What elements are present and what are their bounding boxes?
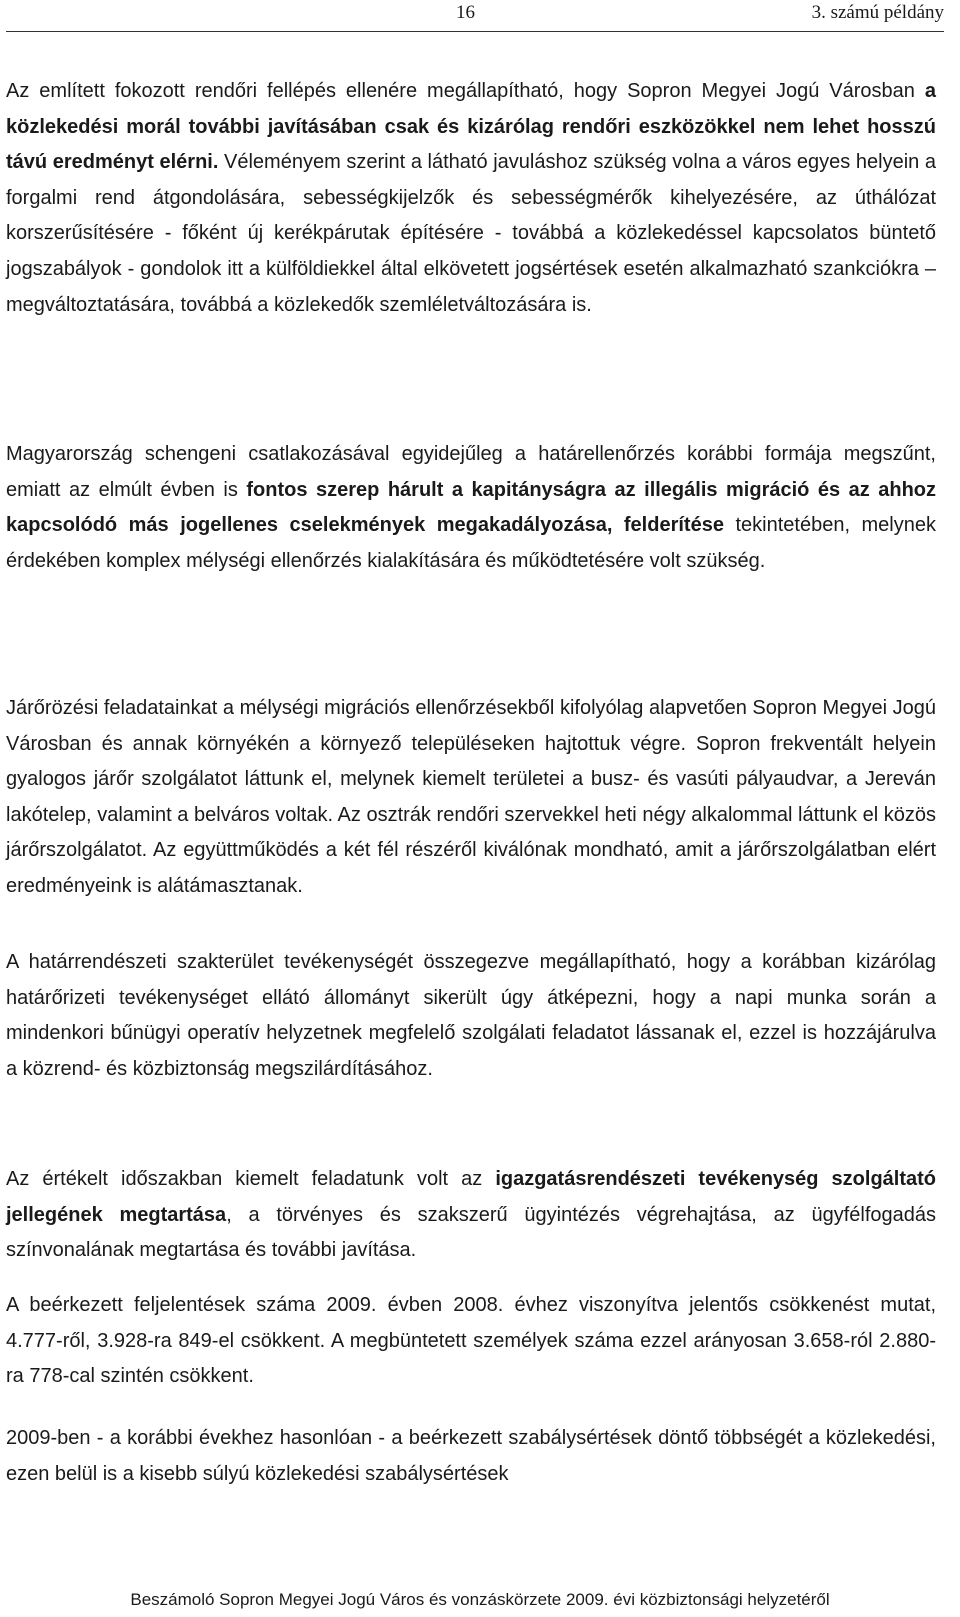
text-run: Magyarország schengeni csatlakozásával egyidejűleg a határellenőrzés korábbi formája megszűnt, emiatt az elmúlt évben is	[6, 443, 936, 501]
paragraph-7	[6, 1421, 936, 1492]
paragraph-1	[6, 74, 936, 323]
text-run: Az értékelt időszakban kiemelt feladatunk volt az	[6, 1168, 496, 1190]
text-run: Véleményem szerint a látható javuláshoz szükség volna a város egyes helyein a forgalmi rend átgondolására, sebességkijelzők és sebességmérők kihelyezésére, az úthálózat korszerűsítésére - főként új kerékpárutak építésére - továbbá a közlekedéssel kapcsolatos büntető jogszabályok - gondolok itt a külföldiekkel által elkövetett jogsértések esetén alkalmazható szankciókra – megváltoztatására, továbbá a közlekedők szemléletváltozására is.	[6, 151, 937, 316]
paragraph-2	[6, 437, 936, 579]
text-run: A határrendészeti szakterület tevékenységét összegezve megállapítható, hogy a korábban kizárólag határőrizeti tevékenységet ellátó állományt sikerült úgy átképezni, hogy a napi munka során a mindenkori bűnügyi operatív helyzetnek megfelelő szolgálati feladatot lássanak el, ezzel is hozzájárulva a közrend- és közbiztonság megszilárdításához.	[6, 951, 936, 1080]
text-run: A beérkezett feljelentések száma 2009. évben 2008. évhez viszonyítva jelentős csökkenést mutat, 4.777-ről, 3.928-ra 849-el csökkent. A megbüntetett személyek száma ezzel arányosan 3.658-ról 2.880-ra 778-cal szintén csökkent.	[6, 1294, 936, 1388]
bold-text: a közlekedési morál további javításában csak és kizárólag rendőri eszközökkel nem lehet hosszú távú eredményt elérni.	[6, 80, 936, 174]
text-run: 2009-ben - a korábbi évekhez hasonlóan - a beérkezett szabálysértések döntő többségét a közlekedési, ezen belül is a kisebb súlyú közlekedési szabálysértések	[6, 1427, 936, 1485]
page-footer: Beszámoló Sopron Megyei Jogú Város és vonzáskörzete 2009. évi közbiztonsági helyzetéről	[130, 1590, 830, 1609]
text-run: Az említett fokozott rendőri fellépés ellenére megállapítható, hogy Sopron Megyei Jogú Városban	[6, 80, 925, 102]
bold-text: fontos szerep hárult a kapitányságra az illegális migráció és az ahhoz kapcsolódó más jogellenes cselekmények megakadályozása, felderítése	[6, 478, 937, 537]
text-run: , a törvényes és szakszerű ügyintézés végrehajtása, az ügyfélfogadás színvonalának megtartása és további javítása.	[6, 1203, 936, 1262]
paragraph-4	[6, 945, 936, 1087]
text-run: tekintetében, melynek érdekében komplex mélységi ellenőrzés kialakítására és működtetésére volt szükség.	[6, 514, 936, 572]
header-divider	[6, 31, 944, 32]
text-run: Járőrözési feladatainkat a mélységi migrációs ellenőrzésekből kifolyólag alapvetően Sopron Megyei Jogú Városban és annak környékén a környező településeken hajtottuk végre. Sopron frekventált helyein gyalogos járőr szolgálatot láttunk el, melynek kiemelt területei a busz- és vasúti pályaudvar, a Jereván lakótelep, valamint a belváros voltak. Az osztrák rendőri szervekkel heti négy alkalommal láttunk el közös járőrszolgálatot. Az együttműködés a két fél részéről kiválónak mondható, amit a járőrszolgálatban elért eredményeink is alátámasztanak.	[6, 697, 936, 897]
paragraph-3	[6, 691, 936, 905]
bold-text: igazgatásrendészeti tevékenység szolgáltató jellegének megtartása	[6, 1168, 936, 1226]
page-number: 16	[456, 2, 475, 23]
paragraph-6	[6, 1288, 936, 1395]
example-label: 3. számú példány	[811, 2, 944, 23]
paragraph-5	[6, 1162, 936, 1269]
